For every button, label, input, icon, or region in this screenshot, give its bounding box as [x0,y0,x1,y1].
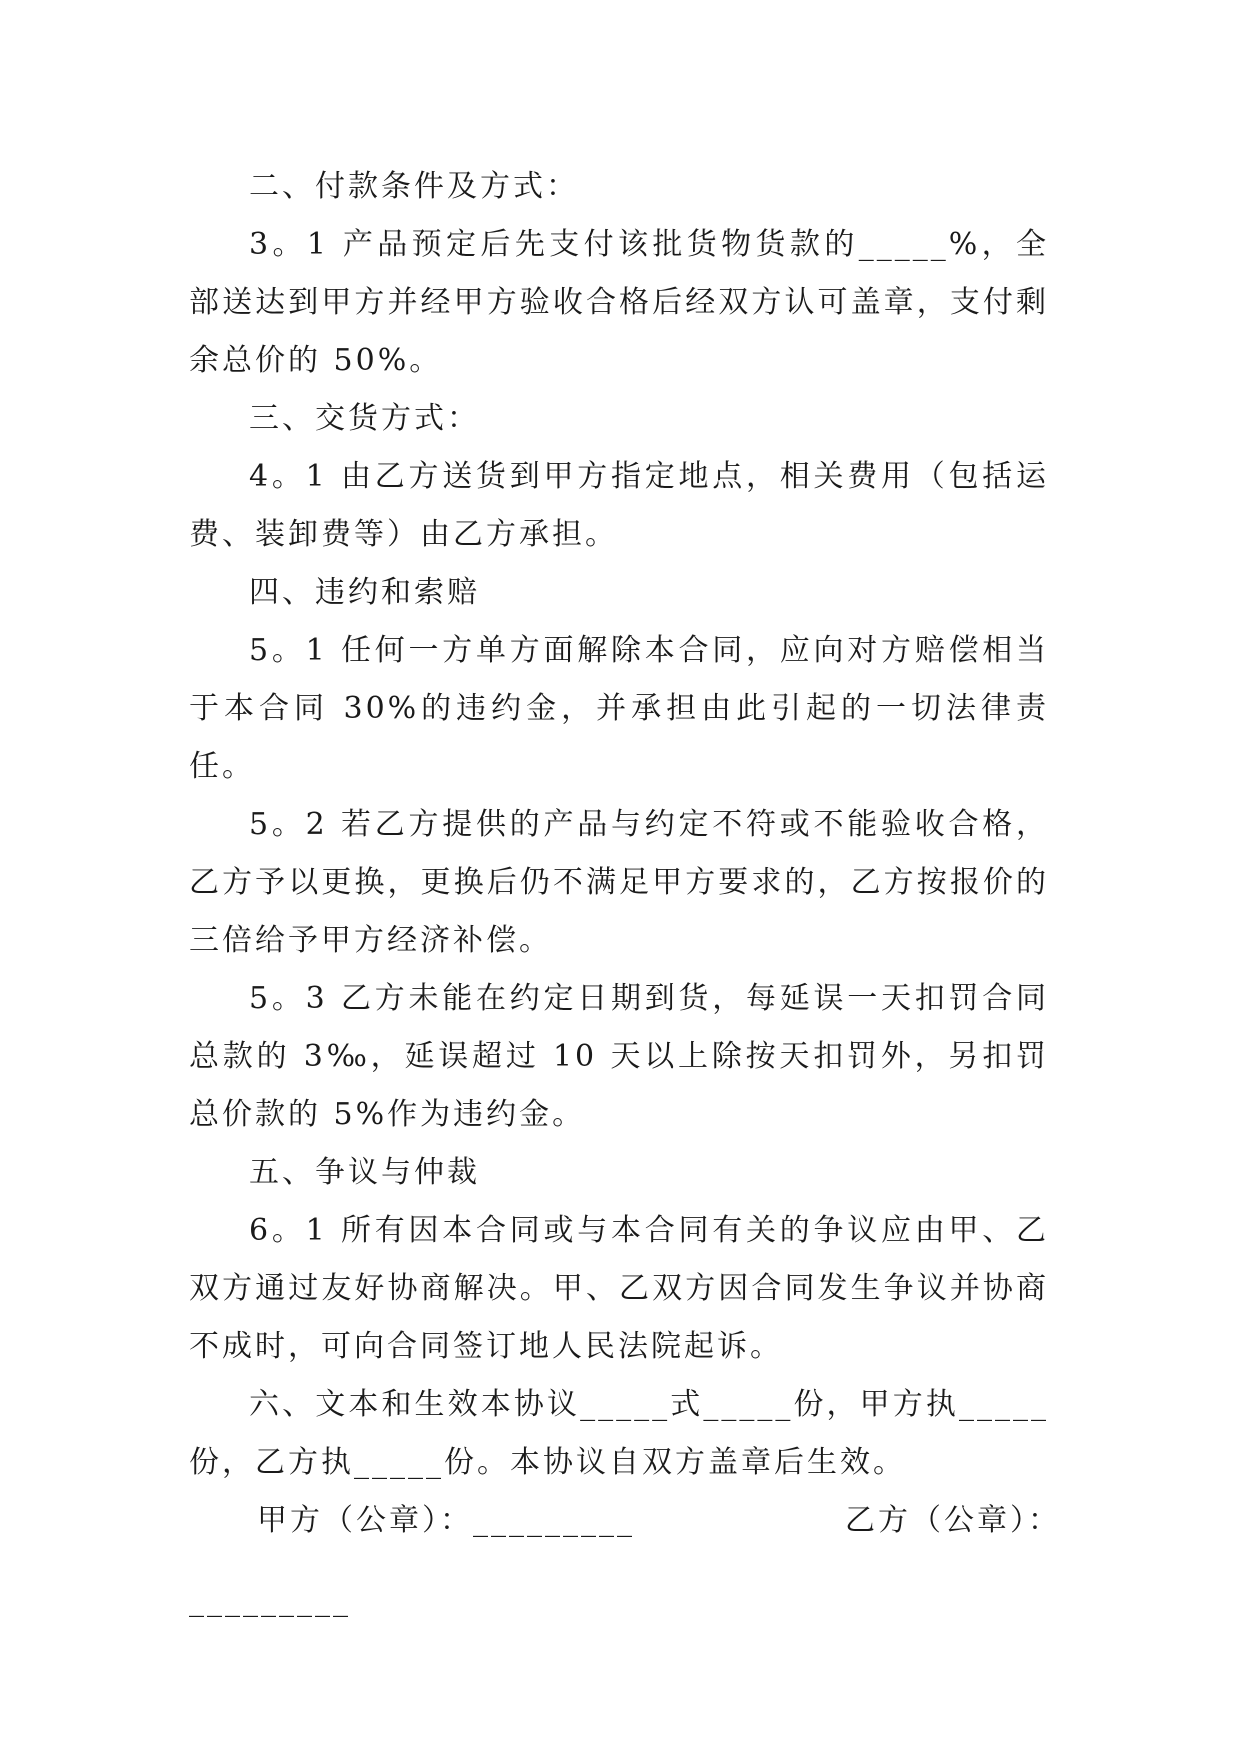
party-b-seal-blank: _________ [189,1583,351,1618]
clause-4-1: 4。1 由乙方送货到甲方指定地点，相关费用（包括运费、装卸费等）由乙方承担。 [189,459,1049,552]
clause-5-2: 5。2 若乙方提供的产品与约定不符或不能验收合格，乙方予以更换，更换后仍不满足甲方要求的，乙方按报价的三倍给予甲方经济补偿。 [189,807,1049,958]
clause-3-1: 3。1 产品预定后先支付该批货物货款的_____%，全部送达到甲方并经甲方验收合格后经双方认可盖章，支付剩余总价的 50%。 [189,227,1049,378]
party-b-seal-label: 乙方（公章）： [845,1503,1061,1538]
section-heading-delivery: 三、交货方式： [249,401,480,436]
section-heading-dispute: 五、争议与仲裁 [249,1155,480,1190]
signature-row [189,1492,1061,1618]
clause-5-1: 5。1 任何一方单方面解除本合同，应向对方赔偿相当于本合同 30%的违约金，并承担由此引起的一切法律责任。 [189,633,1049,784]
contract-body [189,158,1061,1618]
section-text-effect: 六、文本和生效本协议_____式_____份，甲方执_____份，乙方执_____份。本协议自双方盖章后生效。 [189,1387,1049,1480]
clause-5-3: 5。3 乙方未能在约定日期到货，每延误一天扣罚合同总款的 3‰，延误超过 10 天以上除按天扣罚外，另扣罚总价款的 5%作为违约金。 [189,981,1049,1132]
section-heading-payment: 二、付款条件及方式： [249,169,579,204]
clause-6-1: 6。1 所有因本合同或与本合同有关的争议应由甲、乙双方通过友好协商解决。甲、乙双方因合同发生争议并协商不成时，可向合同签订地人民法院起诉。 [189,1213,1049,1364]
section-heading-breach: 四、违约和索赔 [249,575,480,610]
party-a-seal-label: 甲方（公章）：_________ [257,1503,635,1538]
